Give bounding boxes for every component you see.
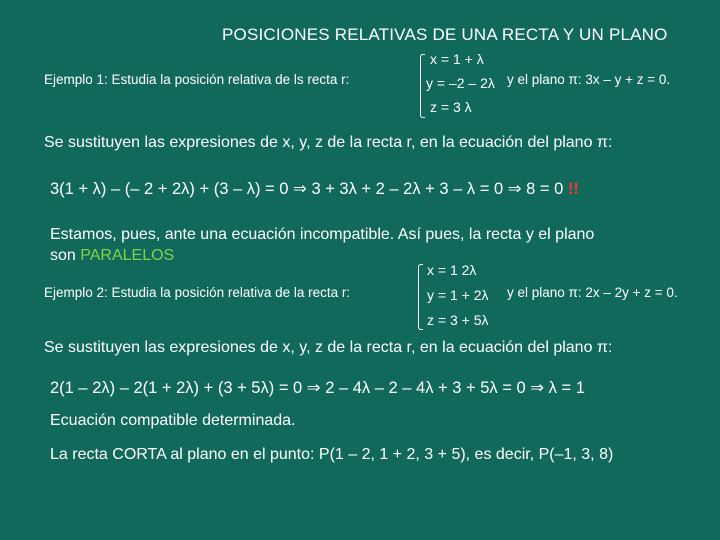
substitution-equation — [50, 179, 579, 199]
line-x-equation: x = 1 2λ — [427, 262, 477, 278]
equation-text: 3(1 + λ) – (– 2 + 2λ) + (3 – λ) = 0 ⇒ 3 + 3λ + 2 – 2λ + 3 – λ = 0 ⇒ 8 = 0 — [50, 180, 564, 198]
conclusion-line-2 — [50, 247, 174, 265]
intersection-point: La recta CORTA al plano en el punto: P(1 – 2, 1 + 2, 3 + 5), es decir, P(–1, 3, 8) — [50, 446, 614, 463]
parallel-result: PARALELOS — [80, 247, 175, 264]
conclusion-prefix: son — [50, 247, 81, 264]
line-y-equation: y = 1 + 2λ — [427, 287, 489, 303]
compatible-result: Ecuación compatible determinada. — [50, 412, 296, 429]
system-brace — [420, 54, 425, 118]
example-2-label: Ejemplo 2: Estudia la posición relativa de la recta r: — [44, 285, 351, 300]
exclamation-mark: !! — [567, 180, 579, 198]
line-z-equation: z = 3 + 5λ — [427, 312, 489, 328]
substitution-text: Se sustituyen las expresiones de x, y, z de la recta r, en la ecuación del plano π: — [44, 134, 613, 151]
conclusion-line-1: Estamos, pues, ante una ecuación incompatible. Así pues, la recta y el plano — [50, 226, 595, 243]
line-x-equation: x = 1 + λ — [430, 51, 484, 67]
line-z-equation: z = 3 λ — [430, 99, 472, 115]
example-1-label: Ejemplo 1: Estudia la posición relativa de ls recta r: — [44, 72, 350, 87]
substitution-equation: 2(1 – 2λ) – 2(1 + 2λ) + (3 + 5λ) = 0 ⇒ 2 – 4λ – 2 – 4λ + 3 + 5λ = 0 ⇒ λ = 1 — [50, 379, 585, 397]
plane-equation: y el plano π: 3x – y + z = 0. — [507, 72, 671, 87]
line-y-equation: y = –2 – 2λ — [426, 75, 495, 91]
page-title: POSICIONES RELATIVAS DE UNA RECTA Y UN PLANO — [222, 25, 668, 44]
substitution-text: Se sustituyen las expresiones de x, y, z de la recta r, en la ecuación del plano π: — [44, 339, 613, 356]
system-brace — [418, 264, 423, 330]
plane-equation: y el plano π: 2x – 2y + z = 0. — [507, 285, 678, 300]
